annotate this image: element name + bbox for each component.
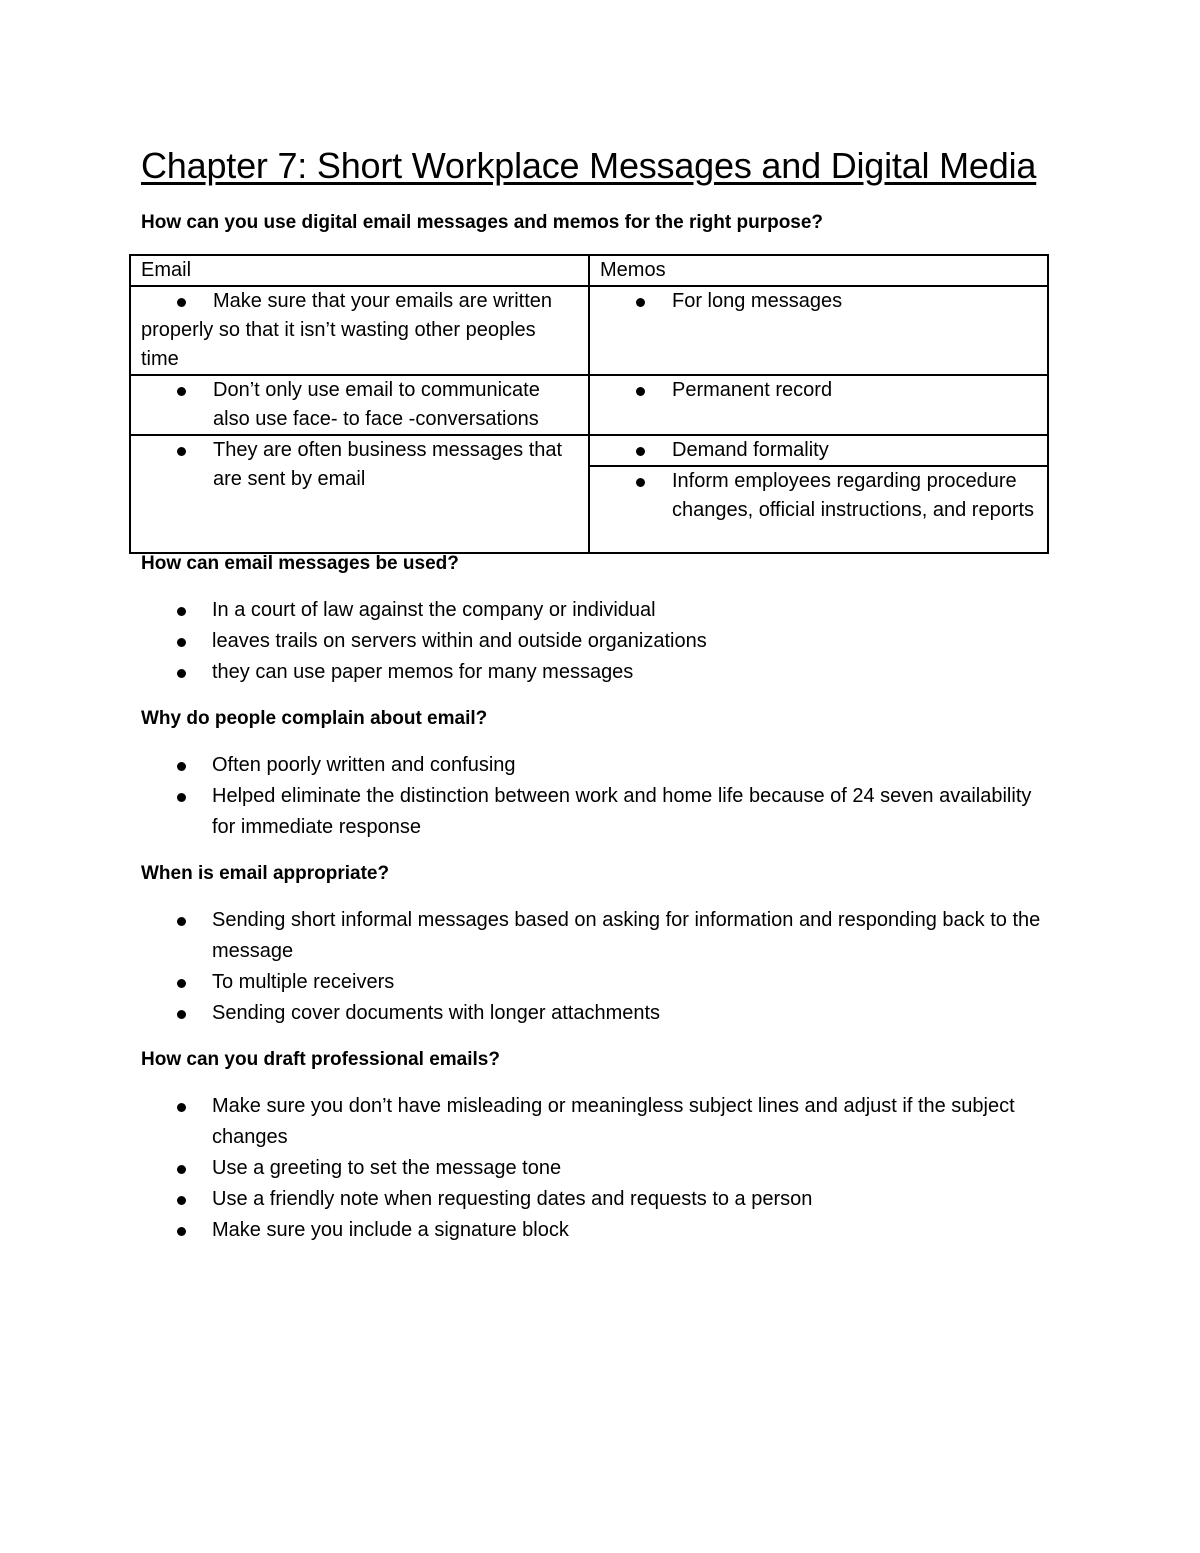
list-item-text: Make sure that your emails are written properly so that it isn’t wasting other peoples time <box>141 290 553 370</box>
bullet-icon <box>177 793 186 802</box>
page-title: Chapter 7: Short Workplace Messages and Digital Media <box>141 145 1037 186</box>
table-cell-email <box>130 435 589 553</box>
section-heading-purpose: How can you use digital email messages and memos for the right purpose? <box>141 212 824 233</box>
table-header-row <box>130 255 1048 286</box>
table-cell-memo <box>589 286 1048 375</box>
list-item-text: Often poorly written and confusing <box>212 754 516 776</box>
list-item <box>141 436 578 494</box>
table-cell-email <box>130 375 589 435</box>
section-heading-appropriate: When is email appropriate? <box>141 863 390 884</box>
bullet-icon <box>177 1227 186 1236</box>
list-item <box>141 967 1051 998</box>
bullet-icon <box>636 478 645 487</box>
section-heading-drafting: How can you draft professional emails? <box>141 1049 500 1070</box>
email-vs-memo-table <box>129 254 1049 554</box>
list-item-text: In a court of law against the company or individual <box>212 599 656 621</box>
bullet-icon <box>177 979 186 988</box>
section-heading-uses: How can email messages be used? <box>141 553 459 574</box>
table-cell-memo <box>589 435 1048 466</box>
list-item <box>141 1091 1051 1153</box>
list-item-text: Make sure you don’t have misleading or meaningless subject lines and adjust if the subject changes <box>212 1095 1015 1148</box>
bullet-icon <box>177 447 186 456</box>
section-heading-complaints: Why do people complain about email? <box>141 708 488 729</box>
bullet-icon <box>177 638 186 647</box>
list-item <box>141 1184 1051 1215</box>
list-item <box>600 287 1037 316</box>
table-row <box>130 286 1048 375</box>
table-cell-memo <box>589 375 1048 435</box>
list-item <box>600 376 1037 405</box>
list-item-text: For long messages <box>672 290 843 312</box>
bullet-icon <box>177 298 186 307</box>
list-item <box>141 657 1051 688</box>
list-item <box>141 626 1051 657</box>
complaints-list <box>141 750 1051 843</box>
table-row <box>130 435 1048 466</box>
table-header-email: Email <box>130 255 589 286</box>
list-item-text: Sending short informal messages based on asking for information and responding back to the message <box>212 909 1041 962</box>
list-item-text: Don’t only use email to communicate also use face- to face -conversations <box>213 379 540 430</box>
list-item-text: Permanent record <box>672 379 833 401</box>
list-item-text: Helped eliminate the distinction between work and home life because of 24 seven availability for immediate response <box>212 785 1032 838</box>
bullet-icon <box>177 917 186 926</box>
bullet-icon <box>177 387 186 396</box>
bullet-icon <box>177 669 186 678</box>
list-item-text: Demand formality <box>672 439 829 461</box>
list-item-text: Sending cover documents with longer attachments <box>212 1002 661 1024</box>
list-item-text: they can use paper memos for many messages <box>212 661 634 683</box>
list-item <box>141 287 578 374</box>
list-item <box>141 376 578 434</box>
list-item-text: Make sure you include a signature block <box>212 1219 569 1241</box>
drafting-list <box>141 1091 1051 1246</box>
table-header-memos: Memos <box>589 255 1048 286</box>
list-item <box>141 750 1051 781</box>
list-item <box>141 1215 1051 1246</box>
list-item-text: Use a friendly note when requesting dates and requests to a person <box>212 1188 813 1210</box>
bullet-icon <box>177 1103 186 1112</box>
bullet-icon <box>636 298 645 307</box>
bullet-icon <box>177 1196 186 1205</box>
list-item <box>141 905 1051 967</box>
list-item-text: To multiple receivers <box>212 971 395 993</box>
bullet-icon <box>177 1010 186 1019</box>
list-item <box>600 467 1037 525</box>
appropriate-list <box>141 905 1051 1029</box>
bullet-icon <box>636 387 645 396</box>
uses-list <box>141 595 1051 688</box>
bullet-icon <box>177 607 186 616</box>
list-item <box>600 436 1037 465</box>
bullet-icon <box>636 447 645 456</box>
bullet-icon <box>177 1165 186 1174</box>
list-item-text: leaves trails on servers within and outside organizations <box>212 630 707 652</box>
list-item-text: They are often business messages that are sent by email <box>213 439 563 490</box>
bullet-icon <box>177 762 186 771</box>
list-item <box>141 781 1051 843</box>
list-item <box>141 595 1051 626</box>
list-item <box>141 998 1051 1029</box>
table-cell-memo <box>589 466 1048 553</box>
table-row <box>130 375 1048 435</box>
list-item-text: Inform employees regarding procedure changes, official instructions, and reports <box>672 470 1035 521</box>
list-item-text: Use a greeting to set the message tone <box>212 1157 562 1179</box>
list-item <box>141 1153 1051 1184</box>
table-cell-email <box>130 286 589 375</box>
